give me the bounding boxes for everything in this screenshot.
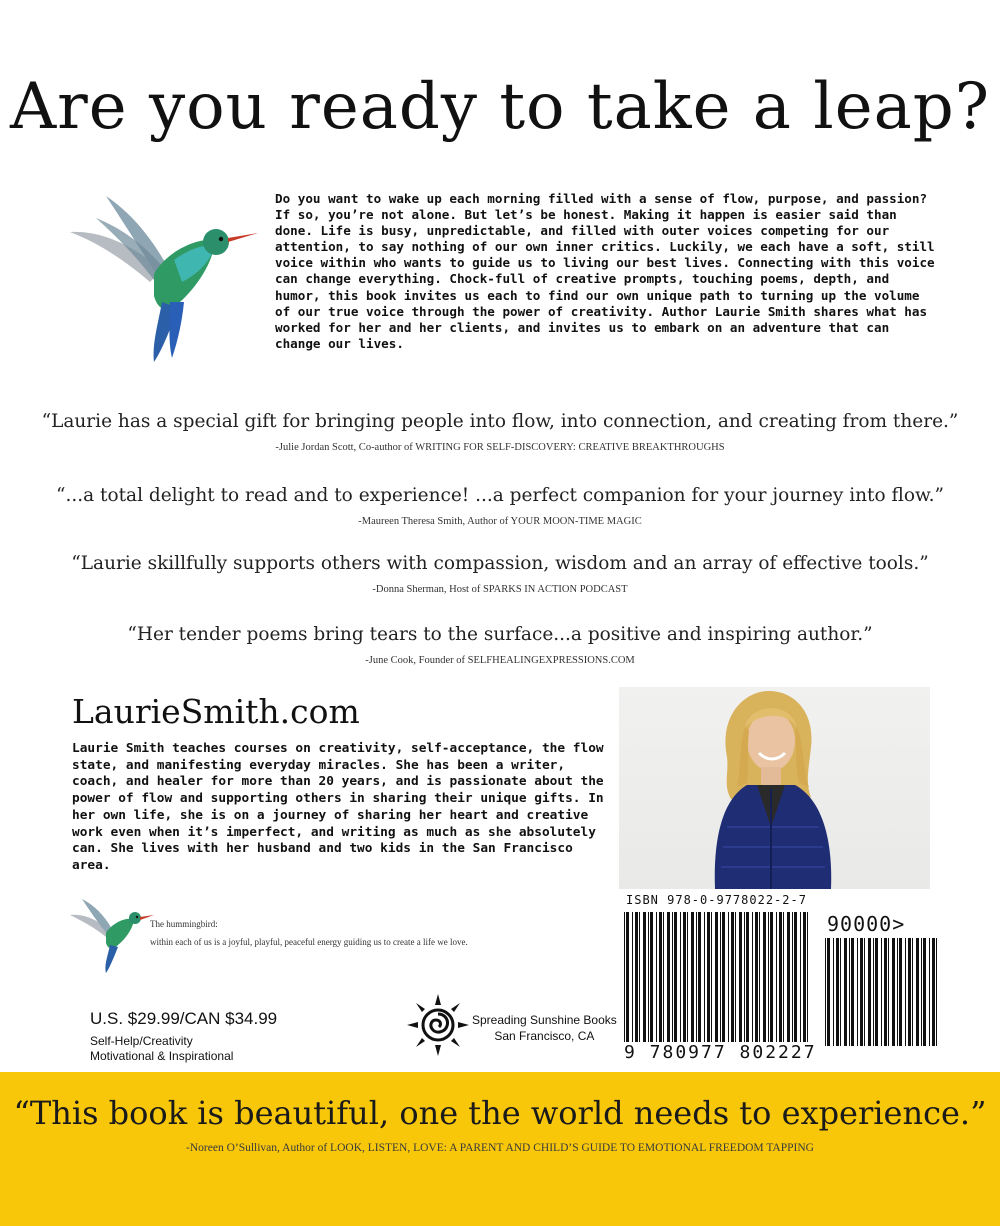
barcode-bar	[755, 912, 758, 1042]
barcode-bar	[711, 912, 712, 1042]
barcode-bar	[864, 938, 865, 1046]
price: U.S. $29.99/CAN $34.99	[90, 1009, 278, 1028]
barcode-bar	[650, 912, 653, 1042]
barcode-bar	[884, 938, 887, 1046]
categories	[90, 1034, 233, 1064]
barcode-bar	[759, 912, 760, 1042]
barcode-bar	[722, 912, 725, 1042]
barcode-bar	[728, 912, 729, 1042]
barcode-bar	[656, 912, 657, 1042]
barcode-bar	[691, 912, 694, 1042]
barcode-bar	[792, 912, 793, 1042]
barcode-bar	[704, 912, 705, 1042]
barcode-bar	[687, 912, 688, 1042]
barcode-bar	[746, 912, 749, 1042]
author-website: LaurieSmith.com	[72, 692, 360, 731]
barcode-bar	[779, 912, 782, 1042]
barcode-bar	[763, 912, 766, 1042]
barcode-bar	[800, 912, 801, 1042]
barcode-bar	[860, 938, 863, 1046]
hummingbird-illustration	[66, 190, 262, 366]
author-photo	[619, 687, 930, 889]
barcode-bar	[715, 912, 718, 1042]
barcode-bar	[667, 912, 670, 1042]
barcode-bar	[875, 938, 878, 1046]
barcode-bar	[643, 912, 646, 1042]
barcode-bar	[827, 938, 830, 1046]
barcode-number: 9 780977 802227	[624, 1042, 817, 1063]
hummingbird-caption	[150, 915, 468, 951]
barcode-bar	[849, 938, 850, 1046]
barcode-addon-bars	[825, 938, 940, 1046]
barcode-bar	[680, 912, 681, 1042]
barcode-bar	[776, 912, 777, 1042]
barcode-bar	[635, 912, 638, 1042]
publisher-name: Spreading Sunshine Books	[472, 1013, 617, 1027]
barcode-bar	[851, 938, 854, 1046]
testimonial-quote: “Her tender poems bring tears to the surface...a positive and inspiring author.”	[127, 624, 873, 645]
barcode-bar	[735, 912, 736, 1042]
barcode-bar	[672, 912, 673, 1042]
barcode-bar	[868, 938, 871, 1046]
barcode-bar	[932, 938, 935, 1046]
barcode-bar	[696, 912, 697, 1042]
barcode-bar	[683, 912, 686, 1042]
barcode-bar	[626, 912, 629, 1042]
barcode-bar	[648, 912, 649, 1042]
barcode-bar	[663, 912, 664, 1042]
testimonial-quote: “Laurie has a special gift for bringing people into flow, into connection, and creating from there.”	[41, 411, 959, 432]
hummingbird-small-illustration	[68, 895, 154, 975]
barcode-bar	[787, 912, 790, 1042]
barcode-bar	[639, 912, 640, 1042]
barcode-bar	[659, 912, 662, 1042]
barcode-bar	[923, 938, 926, 1046]
barcode-bar	[921, 938, 922, 1046]
barcode-bar	[783, 912, 784, 1042]
barcode-bar	[632, 912, 633, 1042]
barcode-bar	[674, 912, 677, 1042]
hummingbird-caption-title: The hummingbird:	[150, 919, 218, 929]
barcode-bar	[720, 912, 721, 1042]
barcode-bar	[624, 912, 625, 1042]
barcode-bar	[892, 938, 895, 1046]
publisher	[472, 1012, 617, 1044]
sun-spiral-logo	[405, 992, 471, 1058]
barcode-bar	[908, 938, 911, 1046]
testimonial-quote: “...a total delight to read and to experience! ...a perfect companion for your journey into flow.”	[56, 485, 944, 506]
barcode-bar	[916, 938, 919, 1046]
barcode-bar	[794, 912, 797, 1042]
barcode-bar	[836, 938, 839, 1046]
barcode-bar	[912, 938, 913, 1046]
barcode-bar	[698, 912, 701, 1042]
testimonial-attribution: -Julie Jordan Scott, Co-author of WRITING FOR SELF-DISCOVERY: CREATIVE BREAKTHROUGHS	[275, 442, 725, 453]
barcode-bar	[833, 938, 834, 1046]
barcode-bar	[888, 938, 889, 1046]
barcode-bar	[707, 912, 710, 1042]
featured-quote-attribution: -Noreen O’Sullivan, Author of LOOK, LISTEN, LOVE: A PARENT AND CHILD’S GUIDE TO EMOTIONAL FREEDOM TAPPING	[186, 1142, 814, 1154]
testimonial-attribution: -June Cook, Founder of SELFHEALINGEXPRESSIONS.COM	[365, 655, 635, 666]
hummingbird-caption-text: within each of us is a joyful, playful, peaceful energy guiding us to create a life we love.	[150, 937, 468, 947]
barcode-bar	[803, 912, 806, 1042]
barcode-bar	[739, 912, 742, 1042]
barcode-bar	[752, 912, 753, 1042]
barcode-bar	[936, 938, 937, 1046]
barcode-bar	[929, 938, 930, 1046]
barcode-bar	[899, 938, 902, 1046]
barcode-bar	[857, 938, 858, 1046]
barcode-bar	[840, 938, 841, 1046]
testimonial-attribution: -Donna Sherman, Host of SPARKS IN ACTION PODCAST	[372, 584, 628, 595]
barcode-bar	[897, 938, 898, 1046]
author-bio: Laurie Smith teaches courses on creativity, self-acceptance, the flow state, and manifesting everyday miracles. She has been a writer, coach, and healer for more than 20 years, and is passionate about the power of flow and supporting others in sharing their unique gifts. In her own life, she is on a journey of sharing her heart and creative work even when it’s imperfect, and writing as much as she absolutely can. She lives with her husband and two kids in the San Francisco area.	[72, 741, 604, 873]
headline: Are you ready to take a leap?	[9, 70, 991, 144]
barcode	[624, 912, 808, 1042]
barcode-bar	[881, 938, 882, 1046]
isbn-label: ISBN 978-0-9778022-2-7	[626, 893, 807, 907]
intro-paragraph: Do you want to wake up each morning filled with a sense of flow, purpose, and passion? If so, you’re not alone. But let’s be honest. Making it happen is easier said than done. Life is busy, unpredictable, and filled with outer voices competing for our attention, to say nothing of our own inner critics. Luckily, we each have a soft, still voice within who wants to guide us to living our best lives. Connecting with this voice can change everything. Chock-full of creative prompts, touching poems, depth, and humor, this book invites us each to find our own unique path to turning up the volume of our true voice through the power of creativity. Author Laurie Smith shares what has worked for her and her clients, and invites us to embark on an adventure that can change our lives.	[275, 191, 935, 351]
category-label: Motivational & Inspirational	[90, 1049, 234, 1063]
barcode-bar	[807, 912, 808, 1042]
barcode-bar	[825, 938, 826, 1046]
barcode-bar	[770, 912, 773, 1042]
barcode-addon: 90000>	[827, 912, 906, 936]
barcode-bar	[768, 912, 769, 1042]
barcode-bar	[873, 938, 874, 1046]
barcode-bar	[731, 912, 734, 1042]
barcode-bar	[905, 938, 906, 1046]
barcode-bar	[744, 912, 745, 1042]
category-label: Self-Help/Creativity	[90, 1034, 193, 1048]
featured-quote: “This book is beautiful, one the world needs to experience.”	[13, 1094, 987, 1132]
testimonial-attribution: -Maureen Theresa Smith, Author of YOUR MOON-TIME MAGIC	[358, 516, 642, 527]
publisher-city: San Francisco, CA	[494, 1029, 595, 1043]
testimonial-quote: “Laurie skillfully supports others with compassion, wisdom and an array of effective tools.”	[71, 553, 929, 574]
barcode-bar	[844, 938, 847, 1046]
